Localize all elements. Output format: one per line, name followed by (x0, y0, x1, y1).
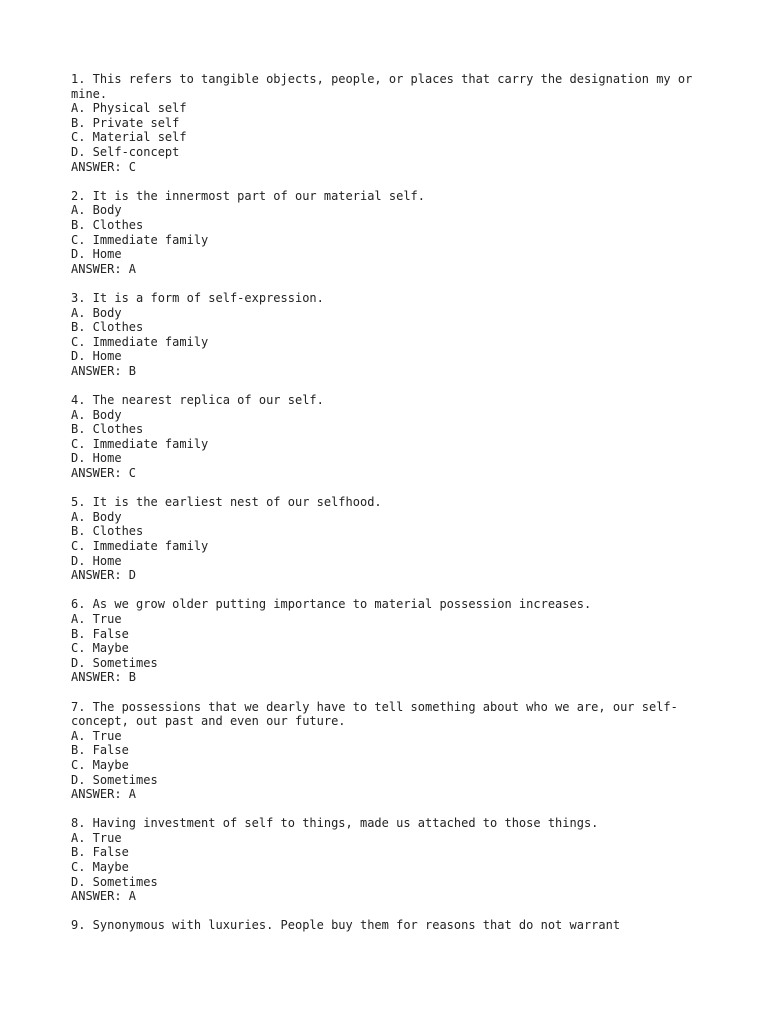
question-text: 6. As we grow older putting importance to material possession increases. (71, 597, 592, 612)
option-c: C. Maybe (71, 641, 129, 656)
option-d: D. Home (71, 451, 122, 466)
option-a: A. Physical self (71, 101, 187, 116)
option-a: A. Body (71, 407, 122, 422)
question-9 (71, 918, 711, 933)
question-text: 5. It is the earliest nest of our selfhood. (71, 495, 382, 510)
option-d: D. Home (71, 247, 122, 262)
option-d: D. Sometimes (71, 874, 158, 889)
question-8 (71, 816, 711, 904)
option-b: B. Clothes (71, 524, 144, 539)
option-c: C. Material self (71, 130, 187, 145)
option-c: C. Immediate family (71, 436, 209, 451)
answer-line: ANSWER: C (71, 159, 137, 174)
question-4 (71, 393, 711, 481)
option-b: B. Private self (71, 115, 180, 130)
answer-line: ANSWER: C (71, 466, 137, 481)
option-a: A. True (71, 830, 122, 845)
option-b: B. False (71, 743, 129, 758)
option-a: A. Body (71, 305, 122, 320)
option-c: C. Immediate family (71, 539, 209, 553)
option-b: B. Clothes (71, 217, 144, 232)
option-c: C. Maybe (71, 757, 129, 772)
answer-line: ANSWER: A (71, 889, 137, 904)
question-text: 7. The possessions that we dearly have to tell something about who we are, our self-concept, out past and even our future. (71, 699, 678, 729)
answer-line: ANSWER: B (71, 670, 137, 685)
question-6 (71, 597, 711, 685)
question-2 (71, 189, 711, 277)
option-d: D. Sometimes (71, 772, 158, 787)
document-page (71, 72, 711, 948)
option-a: A. True (71, 611, 122, 626)
question-7 (71, 700, 711, 802)
option-b: B. Clothes (71, 320, 144, 335)
question-text: 1. This refers to tangible objects, people, or places that carry the designation my or mine. (71, 72, 700, 101)
option-c: C. Immediate family (71, 334, 209, 349)
question-text: 8. Having investment of self to things, made us attached to those things. (71, 816, 599, 831)
option-d: D. Self-concept (71, 144, 180, 159)
option-c: C. Maybe (71, 860, 129, 875)
question-1 (71, 72, 711, 174)
option-b: B. False (71, 845, 129, 860)
question-5 (71, 495, 711, 583)
answer-line: ANSWER: A (71, 787, 137, 802)
answer-line: ANSWER: B (71, 363, 137, 378)
question-text: 3. It is a form of self-expression. (71, 290, 324, 305)
answer-line: ANSWER: D (71, 568, 137, 583)
option-a: A. Body (71, 203, 122, 218)
option-d: D. Sometimes (71, 655, 158, 670)
option-a: A. Body (71, 509, 122, 524)
option-b: B. False (71, 626, 129, 641)
question-3 (71, 291, 711, 379)
option-a: A. True (71, 728, 122, 743)
option-d: D. Home (71, 553, 122, 568)
question-text: 4. The nearest replica of our self. (71, 393, 324, 408)
answer-line: ANSWER: A (71, 261, 137, 276)
question-text: 9. Synonymous with luxuries. People buy them for reasons that do not warrant (71, 918, 621, 933)
option-b: B. Clothes (71, 422, 144, 437)
option-c: C. Immediate family (71, 232, 209, 247)
option-d: D. Home (71, 349, 122, 364)
question-text: 2. It is the innermost part of our material self. (71, 188, 426, 203)
